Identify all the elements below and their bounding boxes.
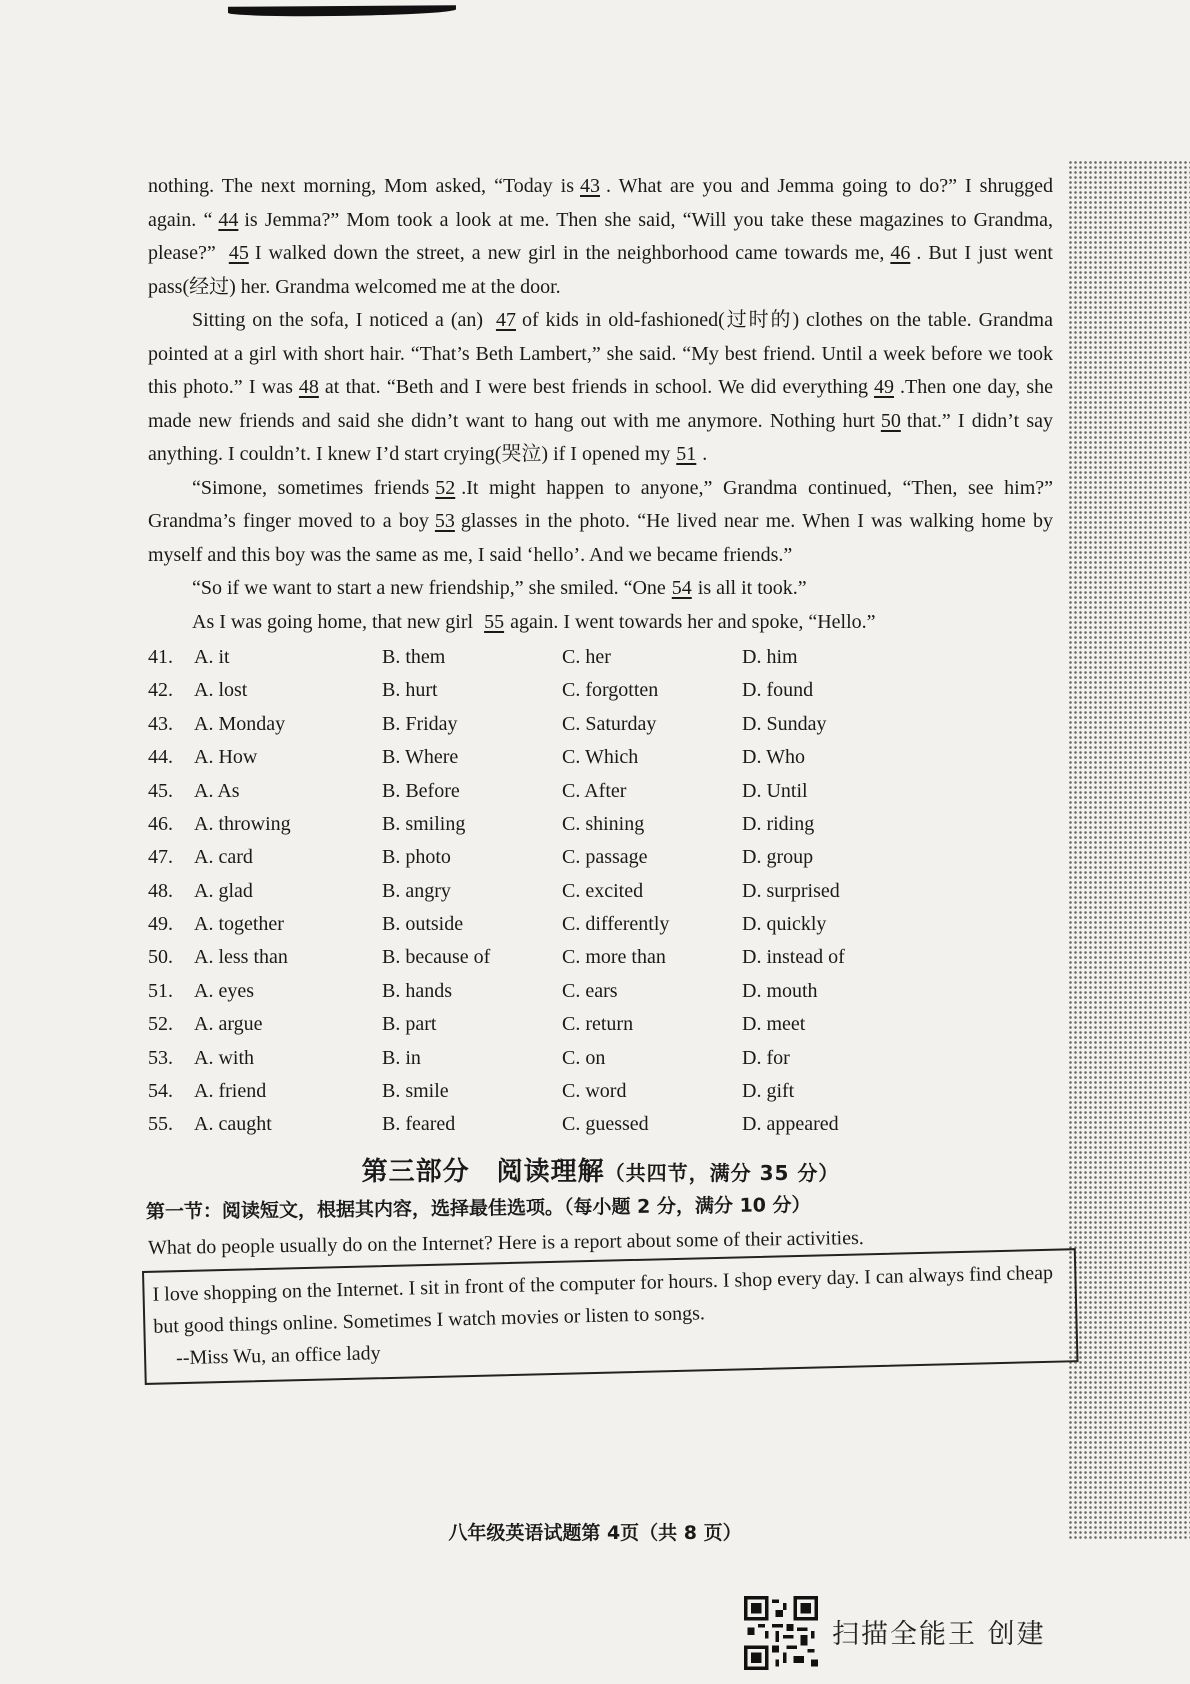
option-c: C. ears <box>562 979 618 1002</box>
question-number: 43. <box>148 712 173 735</box>
option-row <box>148 1108 1053 1141</box>
option-a: A. glad <box>194 879 253 902</box>
option-row <box>148 1075 1053 1108</box>
option-d: D. group <box>742 846 814 869</box>
option-d: D. Who <box>742 746 805 769</box>
blank-51: 51 <box>676 443 697 465</box>
exam-page <box>145 170 1054 1385</box>
blank-47: 47 <box>495 309 516 331</box>
section-one-instructions: 第一节：阅读短文，根据其内容，选择最佳选项。（每小题 2 分，满分 10 分） <box>145 1194 811 1224</box>
reading-intro: What do people usually do on the Internet? Here is a report about some of their activities. <box>147 1226 864 1259</box>
question-number: 54. <box>148 1080 173 1103</box>
blank-48: 48 <box>298 376 319 398</box>
question-number: 51. <box>148 979 173 1002</box>
option-d: D. found <box>742 679 814 702</box>
reading-box <box>142 1249 1079 1386</box>
question-number: 42. <box>148 679 173 702</box>
option-d: D. surprised <box>742 879 840 902</box>
halftone-margin <box>1068 160 1190 1540</box>
option-c: C. shining <box>562 812 645 835</box>
option-a: A. with <box>194 1046 254 1069</box>
option-a: A. together <box>194 913 284 936</box>
option-b: B. Where <box>382 746 459 769</box>
option-c: C. return <box>562 1013 634 1036</box>
option-row <box>148 1008 1053 1041</box>
option-row <box>148 641 1053 674</box>
scanner-watermark: 扫描全能王 创建 <box>832 1619 1046 1650</box>
question-number: 48. <box>148 879 173 902</box>
reading-box-signature: --Miss Wu, an office lady <box>175 1342 381 1370</box>
option-d: D. Sunday <box>742 712 827 735</box>
option-d: D. meet <box>742 1013 806 1036</box>
answer-options <box>148 641 1053 1142</box>
option-c: C. on <box>562 1046 606 1069</box>
option-b: B. angry <box>382 879 451 902</box>
question-number: 55. <box>148 1113 173 1136</box>
option-b: B. in <box>382 1046 421 1069</box>
option-row <box>148 808 1053 841</box>
blank-52: 52 <box>435 476 456 499</box>
passage-paragraph-2: Sitting on the sofa, I noticed a (an) 47 of kids in old-fashioned(过时的) clothes on the table. Grandma pointed at a girl with short hair. “That’s Beth Lambert,” she said. “My best friend. Until a week before we took this photo.” I was 48 at that. “Beth and I were best friends in school. We did everything 49 .Then one day, she made new friends and said she didn’t want to hang out with me anymore. Nothing hurt 50 that.” I didn’t say anything. I couldn’t. I knew I’d start crying(哭泣) if I opened my 51 . <box>148 309 1054 465</box>
option-b: B. smiling <box>382 812 466 835</box>
option-c: C. her <box>562 645 611 668</box>
question-number: 47. <box>148 846 173 869</box>
option-a: A. caught <box>194 1113 272 1136</box>
question-number: 41. <box>148 645 173 668</box>
option-a: A. lost <box>194 679 248 702</box>
blank-45: 45 <box>228 242 249 264</box>
question-number: 44. <box>148 746 173 769</box>
option-b: B. outside <box>382 913 464 936</box>
option-c: C. After <box>562 779 627 802</box>
option-b: B. them <box>382 645 446 668</box>
option-a: A. it <box>194 645 230 668</box>
option-b: B. Before <box>382 779 460 802</box>
option-d: D. gift <box>742 1080 795 1103</box>
question-number: 53. <box>148 1046 173 1069</box>
option-row <box>148 674 1053 707</box>
option-b: B. because of <box>382 946 491 969</box>
option-a: A. Monday <box>194 712 286 735</box>
option-c: C. passage <box>562 846 648 869</box>
passage-paragraph-3: “Simone, sometimes friends 52 .It might happen to anyone,” Grandma continued, “Then, see him?” Grandma’s finger moved to a boy 53 glasses in the photo. “He lived near me. When I was walking home by myself and this boy was the same as me, I said ‘hello’. And we became friends.” <box>148 476 1054 566</box>
option-row <box>148 875 1053 908</box>
qr-code-icon <box>744 1596 818 1670</box>
option-b: B. feared <box>382 1113 456 1136</box>
option-a: A. eyes <box>194 979 254 1002</box>
option-c: C. word <box>562 1080 627 1103</box>
page-footer: 八年级英语试题第 4页（共 8 页） <box>448 1522 742 1544</box>
option-row <box>148 741 1053 774</box>
option-row <box>148 775 1053 808</box>
option-c: C. more than <box>562 946 666 969</box>
blank-50: 50 <box>880 409 901 432</box>
option-d: D. for <box>742 1046 790 1069</box>
option-row <box>148 708 1053 741</box>
option-a: A. less than <box>194 946 288 969</box>
question-number: 52. <box>148 1013 173 1036</box>
option-a: A. throwing <box>194 812 291 835</box>
option-c: C. excited <box>562 879 644 902</box>
option-b: B. part <box>382 1013 437 1036</box>
option-c: C. Which <box>562 746 639 769</box>
reading-box-text: I love shopping on the Internet. I sit in front of the computer for hours. I shop every day. I can always find cheap but good things online. Sometimes I watch movies or listen to songs. <box>152 1262 1054 1339</box>
option-b: B. smile <box>382 1080 449 1103</box>
option-a: A. friend <box>194 1080 267 1103</box>
option-b: B. hurt <box>382 679 438 702</box>
question-number: 49. <box>148 913 173 936</box>
option-d: D. him <box>742 645 798 668</box>
option-d: D. Until <box>742 779 808 802</box>
question-number: 45. <box>148 779 173 802</box>
option-d: D. mouth <box>742 979 818 1002</box>
option-c: C. forgotten <box>562 679 659 702</box>
blank-49: 49 <box>874 376 894 398</box>
passage-paragraph-4: “So if we want to start a new friendship,” she smiled. “One 54 is all it took.” <box>192 577 807 599</box>
option-d: D. appeared <box>742 1113 839 1136</box>
option-row <box>148 841 1053 874</box>
option-a: A. argue <box>194 1013 263 1036</box>
option-b: B. hands <box>382 979 452 1002</box>
option-d: D. instead of <box>742 946 845 969</box>
option-b: B. photo <box>382 846 451 869</box>
option-c: C. guessed <box>562 1113 649 1136</box>
scan-edge-mark <box>228 5 456 17</box>
question-number: 46. <box>148 812 173 835</box>
blank-54: 54 <box>671 577 692 599</box>
blank-46: 46 <box>890 242 911 264</box>
option-d: D. riding <box>742 812 815 835</box>
blank-55: 55 <box>484 610 505 633</box>
passage-paragraph-5: As I was going home, that new girl 55 again. I went towards her and spoke, “Hello.” <box>192 610 876 633</box>
option-d: D. quickly <box>742 913 827 936</box>
option-a: A. As <box>194 779 240 802</box>
option-c: C. Saturday <box>562 712 657 735</box>
option-a: A. How <box>194 746 258 769</box>
option-row <box>148 975 1053 1008</box>
part-three-title: 第三部分 阅读理解（共四节，满分 35 分） <box>361 1156 840 1187</box>
blank-44: 44 <box>218 208 239 231</box>
blank-53: 53 <box>434 510 455 532</box>
option-c: C. differently <box>562 913 670 936</box>
passage-paragraph-1: nothing. The next morning, Mom asked, “Today is 43 . What are you and Jemma going to do?” I shrugged again. “ 44 is Jemma?” Mom took a look at me. Then she said, “Will you take these magazines to Grandma, please?” 45 I walked down the street, a new girl in the neighborhood came towards me, 46 . But I just went pass(经过) her. Grandma welcomed me at the door. <box>148 175 1054 298</box>
blank-43: 43 <box>580 175 601 197</box>
option-a: A. card <box>194 846 253 869</box>
option-row <box>148 908 1053 941</box>
option-row <box>148 942 1053 975</box>
option-b: B. Friday <box>382 712 458 735</box>
question-number: 50. <box>148 946 173 969</box>
option-row <box>148 1042 1053 1075</box>
